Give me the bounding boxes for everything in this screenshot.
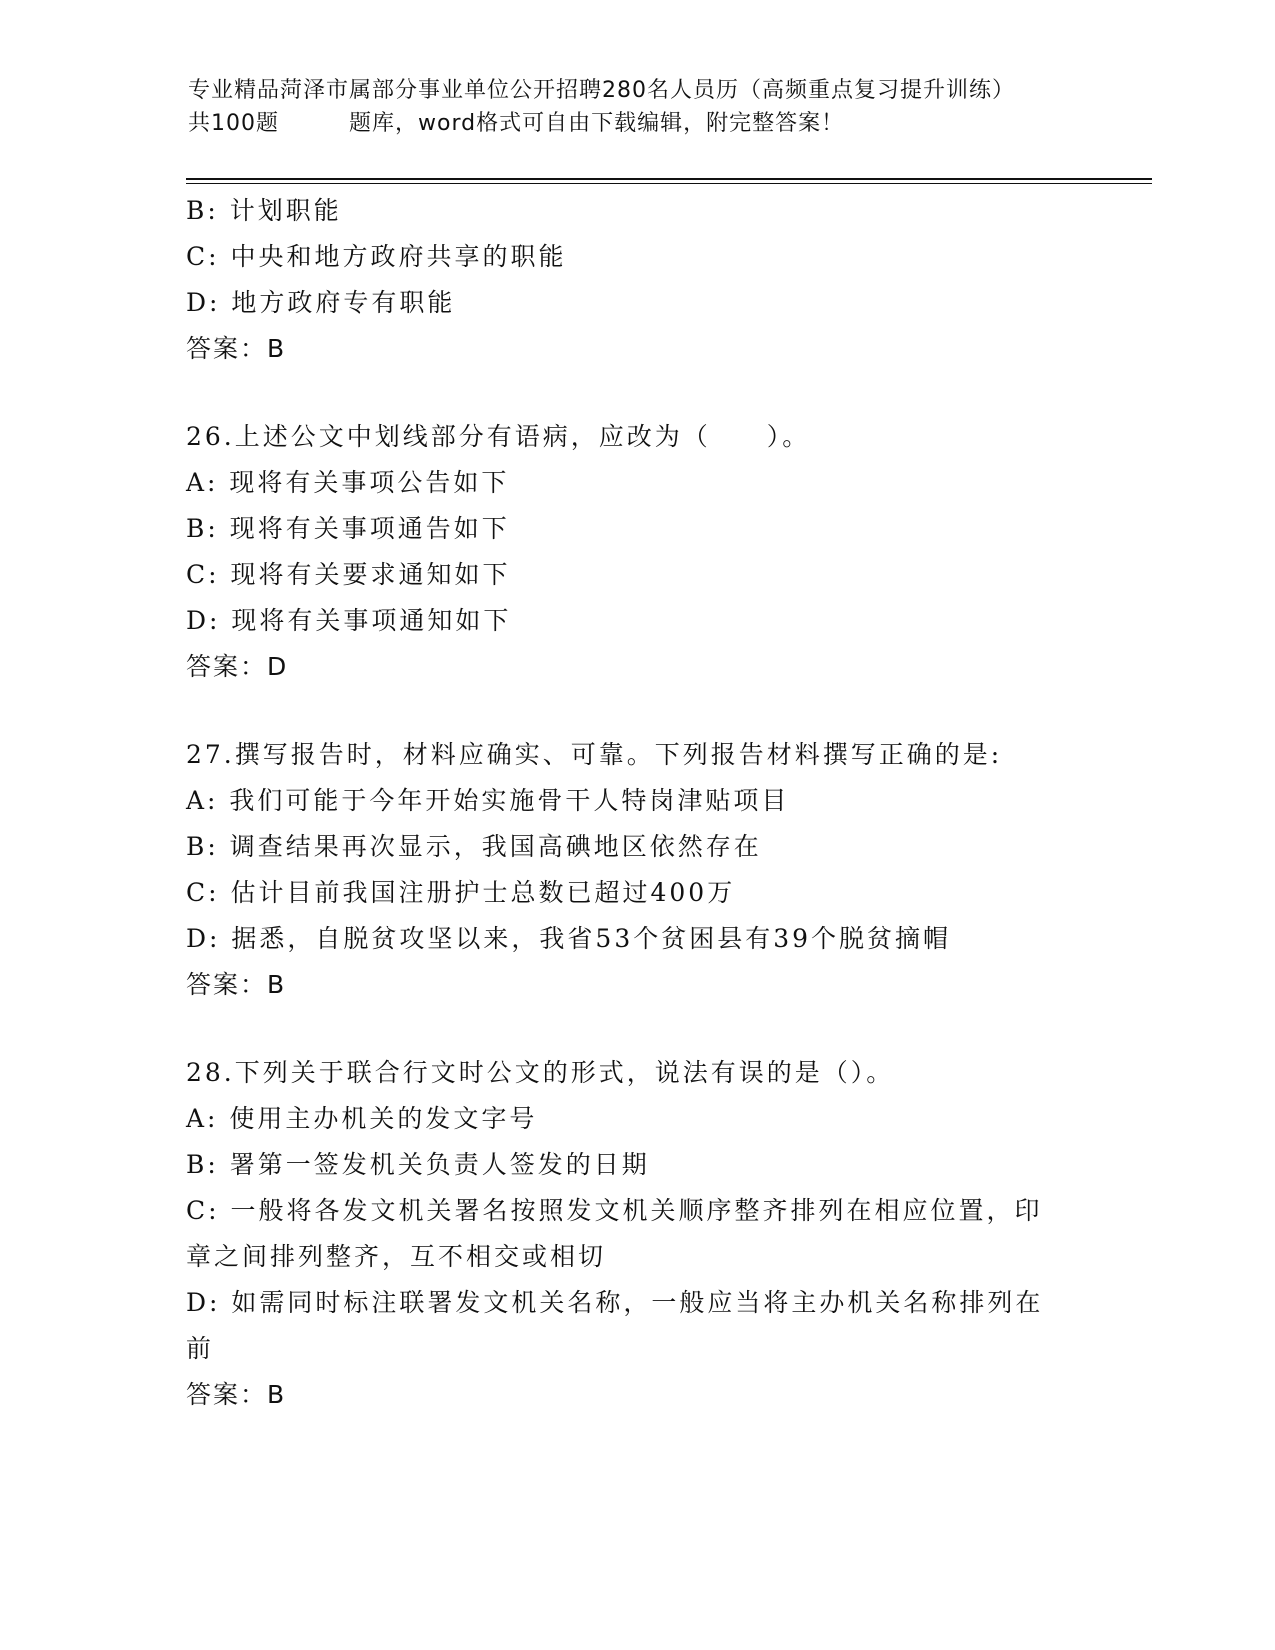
option-c-continued: 章之间排列整齐，互不相交或相切 — [186, 1242, 607, 1271]
option-d-continued: 前 — [186, 1334, 215, 1363]
option-d: D: 据悉，自脱贫攻坚以来，我省53个贫困县有39个脱贫摘帽 — [186, 924, 952, 953]
option-b: B: 署第一签发机关负责人签发的日期 — [186, 1150, 650, 1179]
header-rule-thin — [186, 183, 1152, 184]
question-26 — [186, 414, 1086, 690]
question-28 — [186, 1050, 1086, 1418]
question-25 — [186, 188, 1086, 372]
option-c: C: 一般将各发文机关署名按照发文机关顺序整齐排列在相应位置，印 — [186, 1196, 1043, 1225]
question-list — [186, 188, 1086, 1418]
option-d: D: 地方政府专有职能 — [186, 288, 456, 317]
header-title-line: 专业精品菏泽市属部分事业单位公开招聘280名人员历（高频重点复习提升训练） — [188, 78, 1015, 103]
header-subtitle-line — [188, 107, 1088, 140]
option-d: D: 如需同时标注联署发文机关名称，一般应当将主办机关名称排列在 — [186, 1288, 1044, 1317]
question-text: 28.下列关于联合行文时公文的形式，说法有误的是（）。 — [186, 1058, 895, 1087]
question-27 — [186, 732, 1086, 1008]
answer: 答案：D — [186, 652, 289, 681]
header-note: 题库，word格式可自由下载编辑，附完整答案！ — [349, 111, 845, 136]
question-text: 26.上述公文中划线部分有语病，应改为（ ）。 — [186, 422, 811, 451]
option-c: C: 中央和地方政府共享的职能 — [186, 242, 567, 271]
option-b: B: 调查结果再次显示，我国高碘地区依然存在 — [186, 832, 762, 861]
option-d: D: 现将有关事项通知如下 — [186, 606, 512, 635]
answer: 答案：B — [186, 970, 287, 999]
answer: 答案：B — [186, 1380, 287, 1409]
option-a: A: 使用主办机关的发文字号 — [186, 1104, 538, 1133]
option-a: A: 现将有关事项公告如下 — [186, 468, 510, 497]
header-rule-thick — [186, 178, 1152, 180]
question-text: 27.撰写报告时，材料应确实、可靠。下列报告材料撰写正确的是: — [186, 740, 1003, 769]
option-b: B: 现将有关事项通告如下 — [186, 514, 510, 543]
option-b: B: 计划职能 — [186, 196, 342, 225]
option-a: A: 我们可能于今年开始实施骨干人特岗津贴项目 — [186, 786, 790, 815]
page-header — [188, 74, 1088, 140]
header-count: 共100题 — [188, 111, 279, 136]
option-c: C: 现将有关要求通知如下 — [186, 560, 511, 589]
option-c: C: 估计目前我国注册护士总数已超过400万 — [186, 878, 736, 907]
answer: 答案：B — [186, 334, 287, 363]
